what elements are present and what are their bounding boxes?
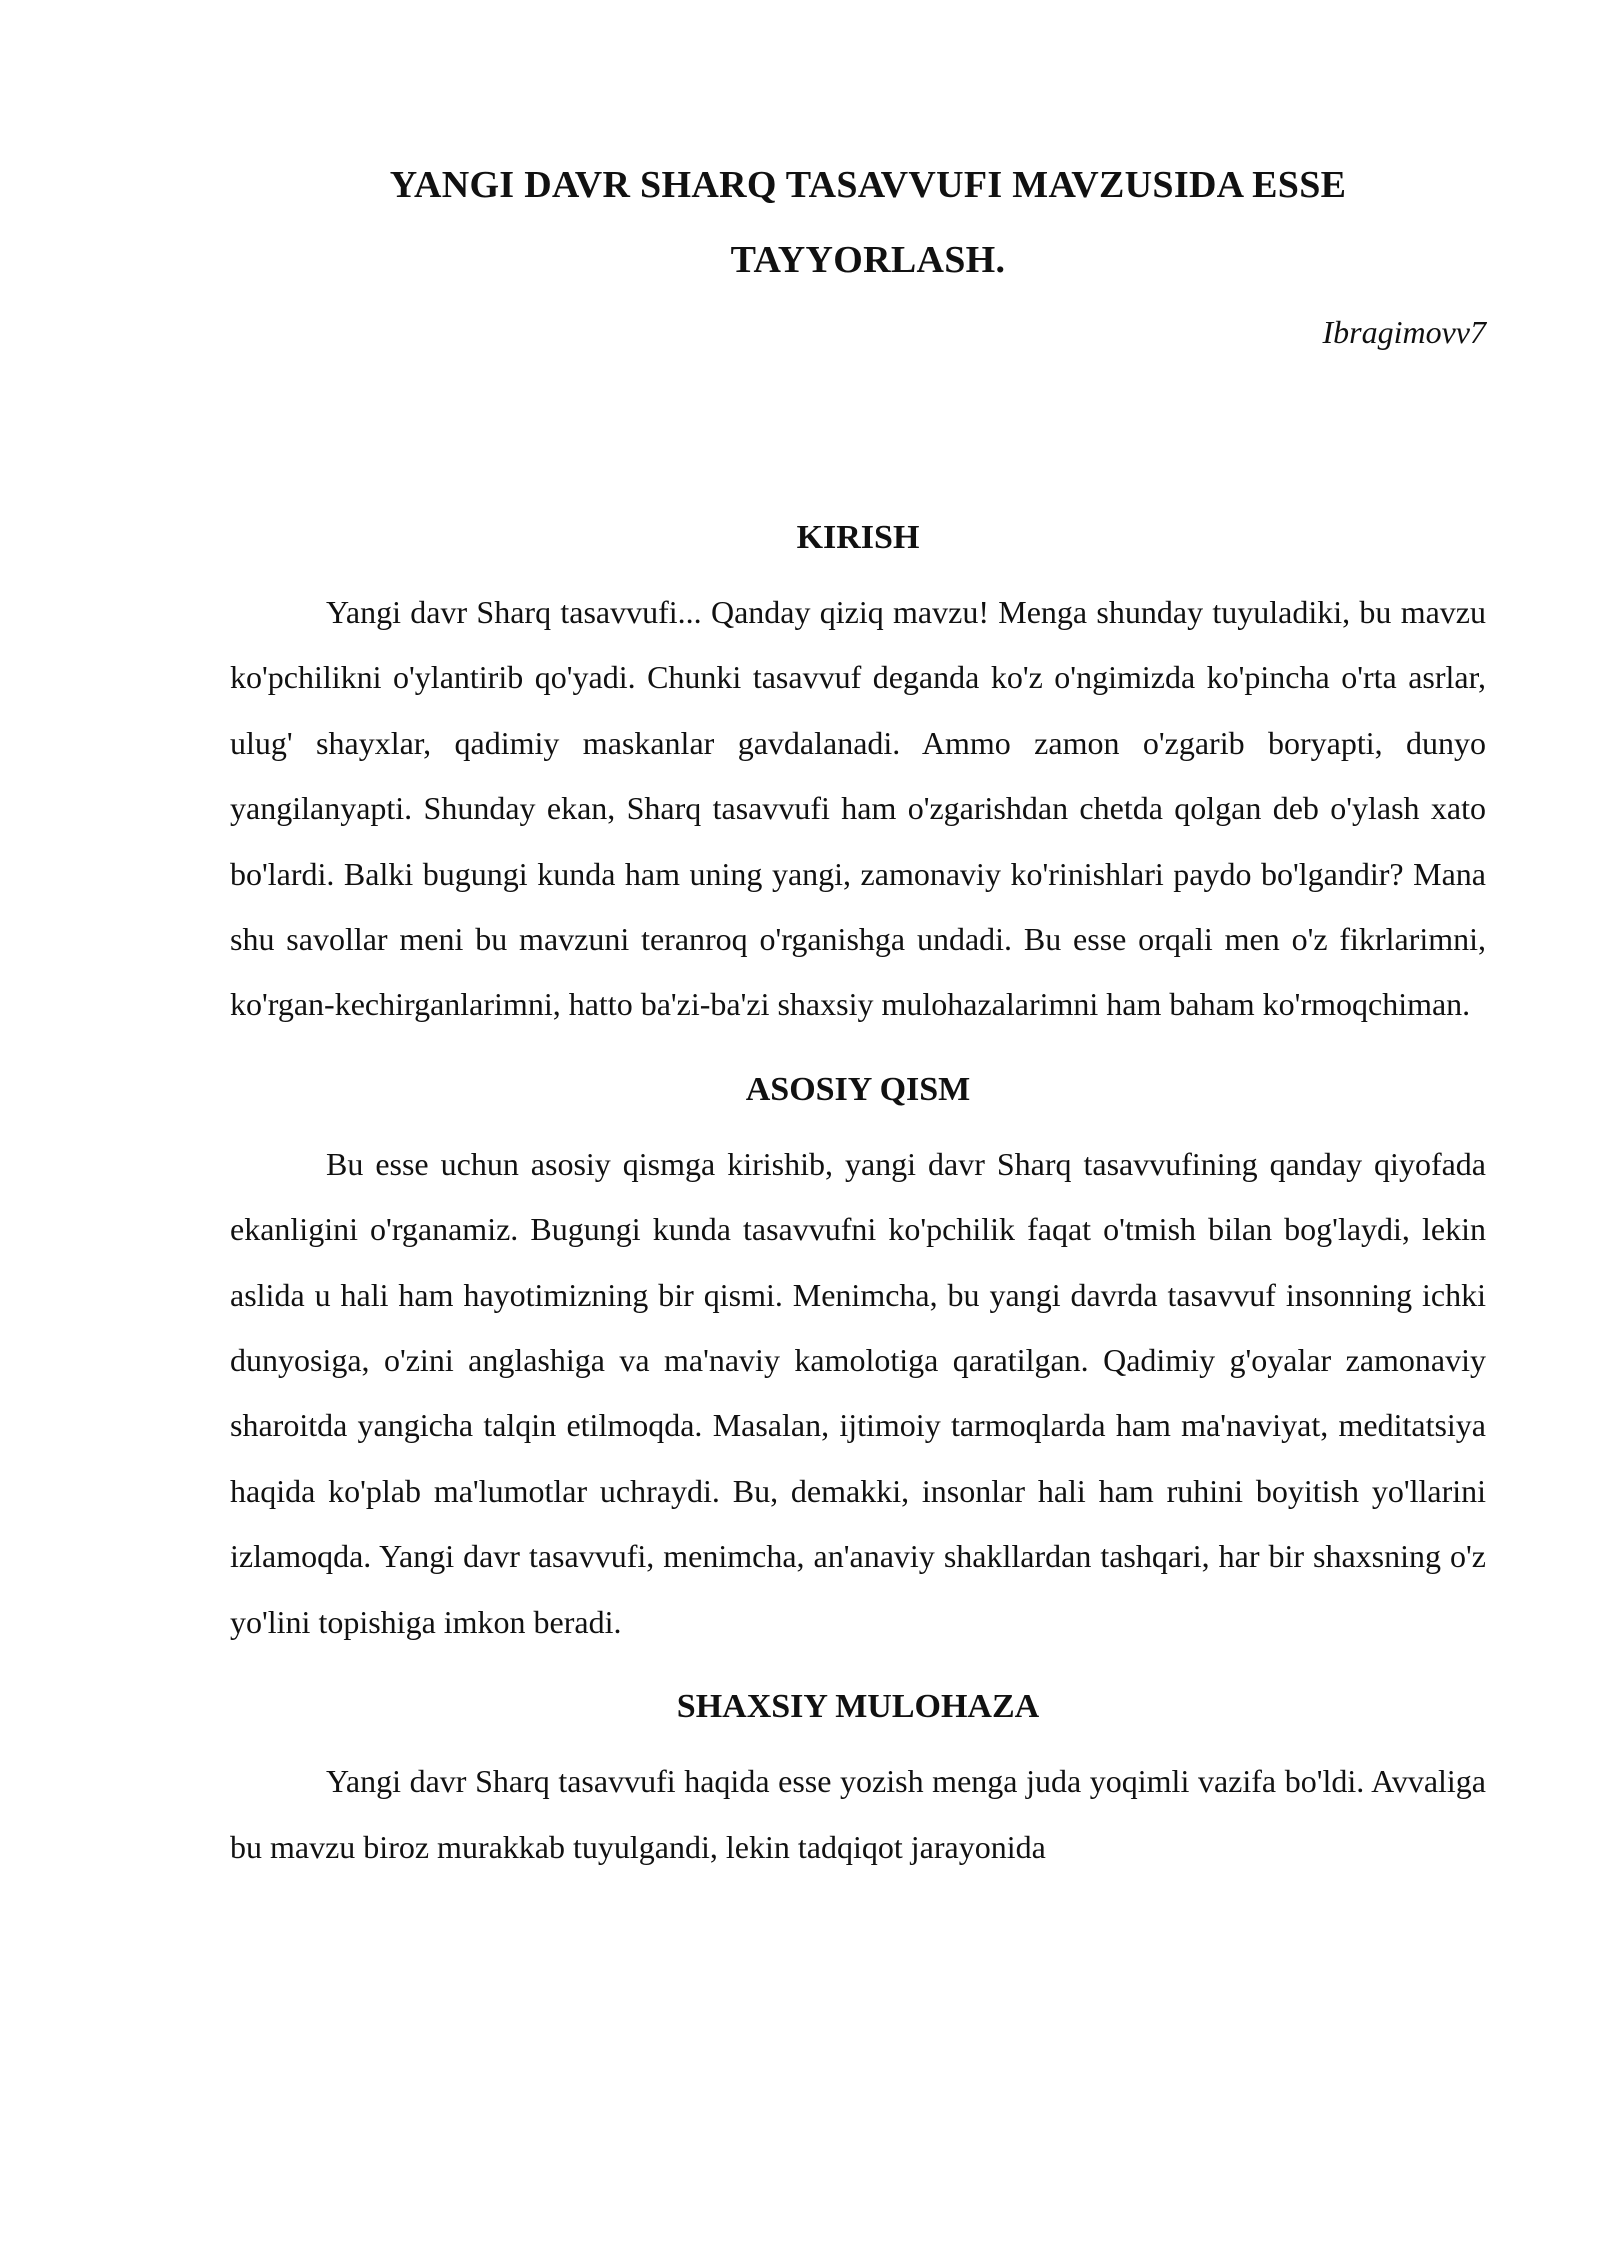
section-heading-asosiy-qism: ASOSIY QISM xyxy=(745,1070,971,1108)
section-heading-kirish: KIRISH xyxy=(796,519,920,556)
section-heading-shaxsiy-mulohaza: SHAXSIY MULOHAZA xyxy=(676,1688,1040,1726)
document-title: YANGI DAVR SHARQ TASAVVUFI MAVZUSIDA ESSE TAYYORLASH. xyxy=(389,164,1347,281)
paragraph-shaxsiy-mulohaza: Yangi davr Sharq tasavvufi haqida esse yozish menga juda yoqimli vazifa bo'ldi. Avvaliga bu mavzu biroz murakkab tuyulgandi, lekin tadqiqot jarayonida xyxy=(230,1763,1486,1865)
paragraph-kirish: Yangi davr Sharq tasavvufi... Qanday qiziq mavzu! Menga shunday tuyuladiki, bu mavzu ko'pchilikni o'ylantirib qo'yadi. Chunki tasavvuf deganda ko'z o'ngimizda ko'pincha o'rta asrlar, ulug' shayxlar, qadimiy maskanlar gavdalanadi. Ammo zamon o'zgarib boryapti, dunyo yangilanyapti. Shunday ekan, Sharq tasavvufi ham o'zgarishdan chetda qolgan deb o'ylash xato bo'lardi. Balki bugungi kunda ham uning yangi, zamonaviy ko'rinishlari paydo bo'lgandir? Mana shu savollar meni bu mavzuni teranroq o'rganishga undadi. Bu esse orqali men o'z fikrlarimni, ko'rgan-kechirganlarimni, hatto ba'zi-ba'zi shaxsiy mulohazalarimni ham baham ko'rmoqchiman. xyxy=(230,594,1486,1023)
paragraph-asosiy-qism: Bu esse uchun asosiy qismga kirishib, yangi davr Sharq tasavvufining qanday qiyofada ekanligini o'rganamiz. Bugungi kunda tasavvufni ko'pchilik faqat o'tmish bilan bog'laydi, lekin aslida u hali ham hayotimizning bir qismi. Menimcha, bu yangi davrda tasavvuf insonning ichki dunyosiga, o'zini anglashiga va ma'naviy kamolotiga qaratilgan. Qadimiy g'oyalar zamonaviy sharoitda yangicha talqin etilmoqda. Masalan, ijtimoiy tarmoqlarda ham ma'naviyat, meditatsiya haqida ko'plab ma'lumotlar uchraydi. Bu, demakki, insonlar hali ham ruhini boyitish yo'llarini izlamoqda. Yangi davr tasavvufi, menimcha, an'anaviy shakllardan tashqari, har bir shaxsning o'z yo'lini topishiga imkon beradi. xyxy=(230,1145,1486,1640)
author-name: Ibragimovv7 xyxy=(1322,314,1486,350)
document-body xyxy=(230,148,1486,1880)
